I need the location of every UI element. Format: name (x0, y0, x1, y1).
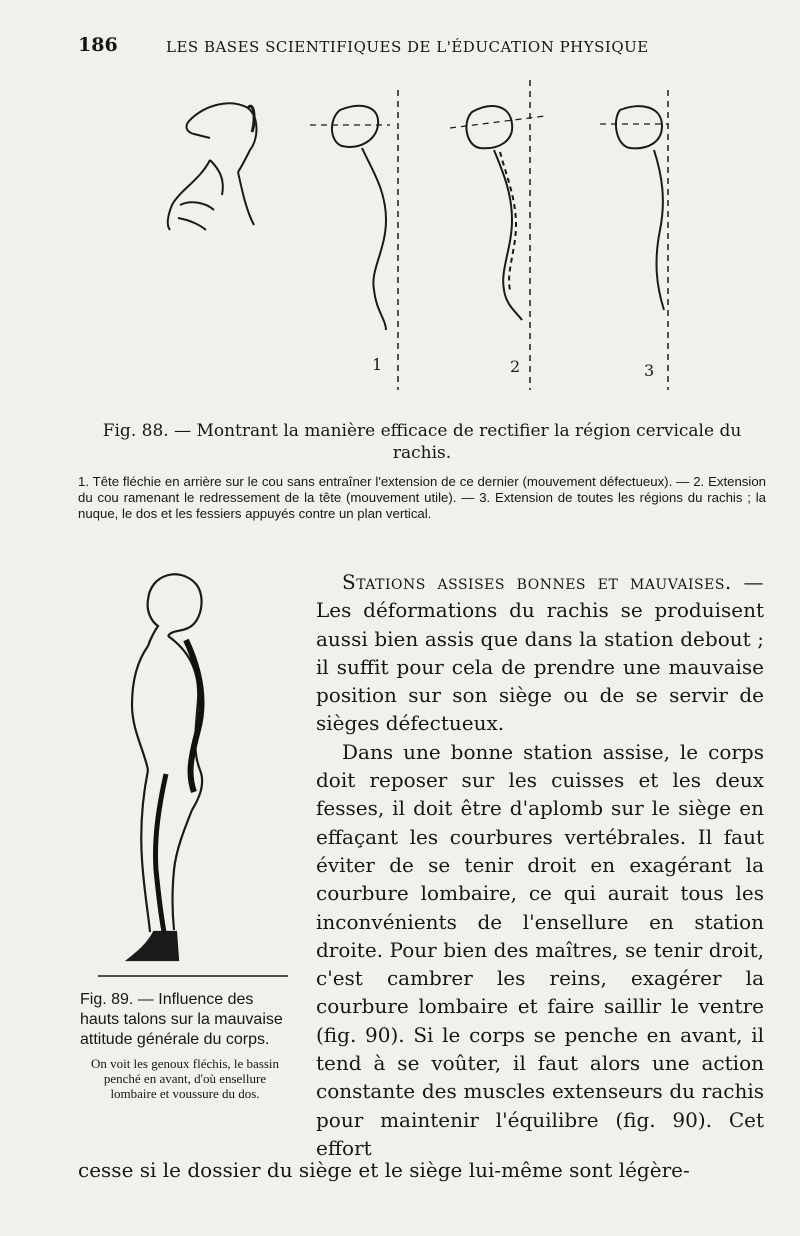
page-header (78, 34, 718, 58)
figure-89-caption-legend: On voit les genoux fléchis, le bassin penché en avant, d'où ensellure lombaire et voussure du dos. (90, 1056, 280, 1101)
figure-88-label-1: 1 (372, 355, 383, 374)
spine-profile-3 (600, 90, 668, 390)
spine-profile-2 (450, 80, 545, 390)
paragraph-1 (316, 568, 764, 738)
figure-88-label-2: 2 (510, 357, 521, 376)
figure-89-caption (80, 990, 290, 1101)
figure-88-caption (78, 420, 766, 522)
figure-89-caption-title: Fig. 89. — Influence des hauts talons sur la mauvaise attitude générale du corps. (80, 991, 283, 1048)
head-portrait-drawing (168, 103, 257, 230)
figure-88-label-3: 3 (644, 361, 655, 380)
figure-89-illustration (88, 560, 298, 980)
paragraph-1-text: Les déformations du rachis se produisent aussi bien assis que dans la station debout ; il suffit pour cela de prendre une mauvaise position sur son siège ou de se servir de sièges défectueux. (316, 598, 764, 736)
paragraph-2: Dans une bonne station assise, le corps doit reposer sur les cuisses et les deux fesses, il doit être d'aplomb sur le siège en effaçant les courbures vertébrales. Il faut éviter de se tenir droit en exagérant la courbure lombaire, ce qui aurait tous les inconvénients de l'ensellure en station droite. Pour bien des maîtres, se tenir droit, c'est cambrer les reins, exagérer la courbure lombaire et faire saillir le ventre (fig. 90). Si le corps se penche en avant, il tend à se voûter, il faut alors une action constante des muscles extenseurs du rachis pour maintenir l'équilibre (fig. 90). Cet effort (316, 739, 764, 1160)
figure-89 (88, 560, 298, 980)
running-title: LES BASES SCIENTIFIQUES DE L'ÉDUCATION PHYSIQUE (166, 38, 649, 56)
figure-88 (150, 80, 690, 400)
section-heading: Stations assises bonnes et mauvaises. — (342, 570, 764, 594)
page-number: 186 (78, 34, 118, 56)
spine-profile-1 (310, 90, 398, 390)
figure-88-caption-title: Fig. 88. — Montrant la manière efficace de rectifier la région cervicale du rachis. (102, 421, 742, 463)
figure-88-caption-legend: 1. Tête fléchie en arrière sur le cou sans entraîner l'extension de ce dernier (mouvement défectueux). — 2. Extension du cou ramenant le redressement de la tête (mouvement utile). — 3. Extension de toutes les régions du rachis ; la nuque, le dos et les fessiers appuyés contre un plan vertical. (78, 474, 766, 521)
full-width-last-line: cesse si le dossier du siège et le siège lui-même sont légère- (78, 1158, 690, 1182)
body-text-column (316, 568, 764, 1162)
figure-88-illustration (150, 80, 690, 400)
